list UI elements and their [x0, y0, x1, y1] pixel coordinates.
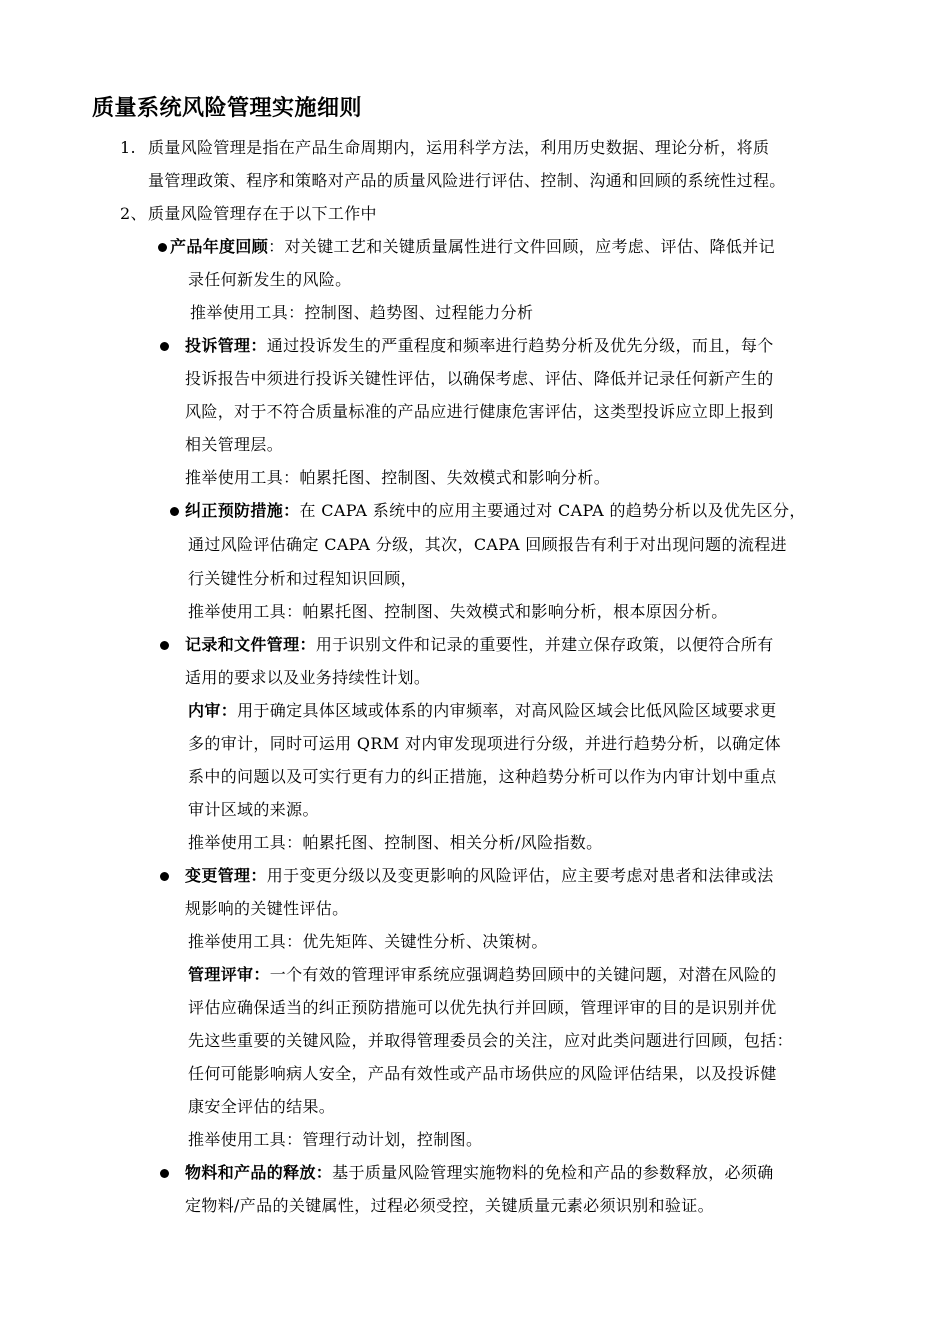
release-line-1: [185, 1163, 774, 1183]
audit-text: 用于确定具体区域或体系的内审频率，对高风险区域会比低风险区域要求更: [237, 701, 777, 720]
item-1-number: 1.: [120, 138, 136, 157]
change-text: 用于变更分级以及变更影响的风险评估，应主要考虑对患者和法律或法: [266, 866, 774, 885]
annual-review-tools: 推举使用工具：控制图、趋势图、过程能力分析: [190, 303, 534, 322]
audit-line-4: 审计区域的来源。: [188, 800, 319, 819]
item-1-line-2: 量管理政策、程序和策略对产品的质量风险进行评估、控制、沟通和回顾的系统性过程。: [148, 171, 786, 190]
bullet-icon: [160, 641, 169, 650]
audit-line-3: 系中的问题以及可实行更有力的纠正措施，这种趋势分析可以作为内审计划中重点: [188, 767, 777, 786]
complaint-tools: 推举使用工具：帕累托图、控制图、失效模式和影响分析。: [185, 468, 611, 487]
review-tools: 推举使用工具：管理行动计划，控制图。: [188, 1130, 483, 1149]
capa-label: 纠正预防措施：: [185, 501, 300, 520]
release-line-2: 定物料/产品的关键属性，过程必须受控，关键质量元素必须识别和验证。: [185, 1196, 714, 1215]
capa-line-1: [185, 501, 806, 521]
complaint-line-3: 风险，对于不符合质量标准的产品应进行健康危害评估，这类型投诉应立即上报到: [185, 402, 774, 421]
complaint-line-2: 投诉报告中须进行投诉关键性评估，以确保考虑、评估、降低并记录任何新产生的: [185, 369, 774, 388]
annual-review-text: ：对关键工艺和关键质量属性进行文件回顾，应考虑、评估、降低并记: [268, 237, 775, 256]
bullet-icon: [160, 872, 169, 881]
item-2-number: 2、: [120, 204, 147, 223]
capa-line-3: 行关键性分析和过程知识回顾，: [188, 569, 417, 588]
records-label: 记录和文件管理：: [185, 635, 316, 654]
records-line-1: [185, 635, 774, 655]
document-title: 质量系统风险管理实施细则: [92, 96, 363, 121]
release-label: 物料和产品的释放：: [185, 1163, 333, 1182]
complaint-text: 通过投诉发生的严重程度和频率进行趋势分析及优先分级，而且，每个: [266, 336, 774, 355]
audit-line-2: 多的审计，同时可运用 QRM 对内审发现项进行分级，并进行趋势分析，以确定体: [188, 734, 782, 753]
change-tools: 推举使用工具：优先矩阵、关键性分析、决策树。: [188, 932, 548, 951]
item-1-line-1: 质量风险管理是指在产品生命周期内，运用科学方法，利用历史数据、理论分析，将质: [148, 138, 770, 157]
review-text: 一个有效的管理评审系统应强调趋势回顾中的关键问题，对潜在风险的: [269, 965, 777, 984]
bullet-icon: [160, 1169, 169, 1178]
annual-review-line-2: 录任何新发生的风险。: [188, 270, 352, 289]
review-line-3: 先这些重要的关键风险，并取得管理委员会的关注，应对此类问题进行回顾，包括：: [188, 1031, 793, 1050]
audit-tools: 推举使用工具：帕累托图、控制图、相关分析/风险指数。: [188, 833, 603, 852]
bullet-icon: [160, 342, 169, 351]
review-line-5: 康安全评估的结果。: [188, 1097, 336, 1116]
change-line-2: 规影响的关键性评估。: [185, 899, 349, 918]
capa-text: 在 CAPA 系统中的应用主要通过对 CAPA 的趋势分析以及优先区分，: [299, 501, 806, 520]
records-line-2: 适用的要求以及业务持续性计划。: [185, 668, 431, 687]
complaint-label: 投诉管理：: [185, 336, 267, 355]
capa-tools: 推举使用工具：帕累托图、控制图、失效模式和影响分析，根本原因分析。: [188, 602, 728, 621]
review-line-1: [188, 965, 777, 985]
review-line-2: 评估应确保适当的纠正预防措施可以优先执行并回顾，管理评审的目的是识别并优: [188, 998, 777, 1017]
complaint-line-4: 相关管理层。: [185, 435, 284, 454]
review-label: 管理评审：: [188, 965, 270, 984]
release-text: 基于质量风险管理实施物料的免检和产品的参数释放，必须确: [332, 1163, 774, 1182]
item-2-text: 质量风险管理存在于以下工作中: [148, 204, 377, 223]
annual-review-line-1: [170, 237, 775, 257]
records-text: 用于识别文件和记录的重要性，并建立保存政策，以便符合所有: [315, 635, 774, 654]
annual-review-label: 产品年度回顾: [170, 237, 269, 256]
complaint-line-1: [185, 336, 774, 356]
audit-line-1: [188, 701, 777, 721]
review-line-4: 任何可能影响病人安全，产品有效性或产品市场供应的风险评估结果，以及投诉健: [188, 1064, 777, 1083]
bullet-icon: [158, 243, 167, 252]
capa-line-2: 通过风险评估确定 CAPA 分级，其次，CAPA 回顾报告有利于对出现问题的流程进: [188, 535, 787, 554]
change-line-1: [185, 866, 774, 886]
bullet-icon: [170, 507, 179, 516]
change-label: 变更管理：: [185, 866, 267, 885]
audit-label: 内审：: [188, 701, 238, 720]
